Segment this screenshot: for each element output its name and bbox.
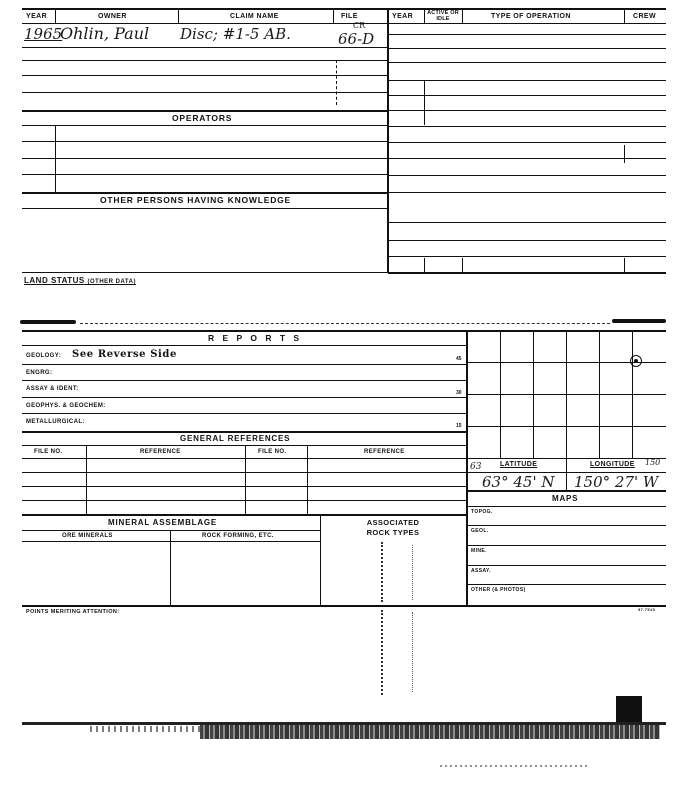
gen-ref-file-no-2: FILE NO.: [258, 449, 287, 455]
row-line: [22, 125, 387, 126]
other-persons-label: OTHER PERSONS HAVING KNOWLEDGE: [100, 195, 292, 205]
report-label-geophys: GEOPHYS. & GEOCHEM:: [26, 403, 106, 409]
maps-rule: [467, 525, 666, 526]
scan-noise-band: [200, 725, 660, 739]
gen-ref-rule: [22, 500, 466, 501]
mineral-assemblage-title: MINERAL ASSEMBLAGE: [108, 518, 218, 527]
report-label-assay: ASSAY & IDENT:: [26, 386, 79, 392]
gen-ref-rule: [22, 458, 466, 459]
maps-rule: [467, 584, 666, 585]
gen-ref-col: [245, 445, 246, 514]
scan-smudge: [612, 319, 666, 323]
reports-right-divider: [466, 330, 468, 605]
header-crew: CREW: [633, 13, 656, 20]
general-references-title: GENERAL REFERENCES: [180, 434, 291, 443]
entry-owner: Ohlin, Paul: [60, 24, 150, 43]
dotted-marks: [381, 610, 385, 695]
gen-ref-col: [307, 445, 308, 514]
col-rule: [333, 8, 334, 24]
row-line: [22, 110, 387, 112]
op-row-line: [388, 256, 666, 257]
rock-forming-header: ROCK FORMING, ETC.: [202, 533, 274, 539]
dashed-line: [80, 323, 610, 324]
report-row-line: [22, 397, 466, 398]
report-number: 45: [456, 356, 462, 362]
reports-title: R E P O R T S: [208, 333, 303, 343]
map-row-geol: GEOL.: [471, 528, 489, 534]
grid-row: [467, 426, 666, 427]
row-line: [22, 60, 387, 61]
scan-noise-band: [440, 765, 590, 767]
section-bottom-rule: [22, 605, 666, 607]
op-row-line: [388, 142, 666, 143]
mineral-col: [320, 514, 321, 605]
report-label-metallurgical: METALLURGICAL:: [26, 419, 85, 425]
header-owner: OWNER: [98, 13, 127, 20]
row-line: [22, 208, 387, 209]
report-row-line: [22, 413, 466, 414]
land-status-sublabel: (OTHER DATA): [87, 279, 136, 285]
target-dot-icon: [634, 359, 638, 363]
row-line: [22, 174, 387, 175]
dotted-marks: [381, 542, 385, 602]
report-label-engrg: ENGRG:: [26, 370, 53, 376]
gen-ref-reference-2: REFERENCE: [364, 449, 405, 455]
header-type-of-operation: TYPE OF OPERATION: [491, 13, 571, 20]
op-row-line: [388, 222, 666, 223]
maps-rule: [467, 545, 666, 546]
mineral-rule: [22, 541, 320, 542]
points-meriting-attention-label: POINTS MERITING ATTENTION:: [26, 609, 120, 615]
scan-smudge: [616, 696, 642, 722]
scan-smudge: [20, 320, 76, 324]
header-active-idle: ACTIVE OR IDLE: [427, 10, 459, 22]
entry-file-note: CR: [353, 21, 366, 30]
dotted-marks: [412, 612, 415, 692]
report-row-line: [22, 431, 466, 433]
map-row-mine: MINE.: [471, 548, 487, 554]
report-value-geology: See Reverse Side: [72, 349, 177, 360]
gen-ref-rule: [22, 445, 466, 446]
maps-title: MAPS: [552, 494, 579, 503]
gen-ref-rule: [22, 472, 466, 473]
op-row-line: [388, 272, 666, 274]
mineral-rule: [22, 530, 320, 531]
header-year: YEAR: [26, 13, 48, 20]
row-line: [22, 141, 387, 142]
col-rule: [55, 125, 56, 192]
row-line: [22, 192, 387, 194]
report-number: 15: [456, 423, 462, 429]
operators-label: OPERATORS: [172, 113, 233, 123]
col-rule: [336, 60, 337, 105]
grid-row: [467, 394, 666, 395]
col-rule: [178, 8, 179, 24]
dotted-marks: [412, 545, 415, 600]
header-file: FILE: [341, 13, 358, 20]
gen-ref-rule: [22, 514, 466, 516]
op-row-line: [388, 240, 666, 241]
gen-ref-rule: [22, 486, 466, 487]
header-op-year: YEAR: [392, 13, 414, 20]
longitude-value: 150° 27' W: [574, 473, 659, 491]
row-line: [22, 272, 387, 273]
gen-ref-reference-1: REFERENCE: [140, 449, 181, 455]
latitude-value: 63° 45' N: [482, 473, 555, 491]
associated-rock-title-1: ASSOCIATED: [366, 518, 420, 527]
entry-file: 66-D: [338, 30, 375, 48]
col-rule: [55, 8, 56, 24]
op-row-line: [388, 48, 666, 49]
map-row-other: OTHER (& PHOTOS): [471, 587, 526, 593]
reports-top-border: [22, 330, 666, 332]
op-row-line: [388, 110, 666, 111]
latitude-label: LATITUDE: [500, 461, 538, 468]
op-row-line: [388, 80, 666, 81]
col-rule: [424, 8, 425, 24]
longitude-prefix: 150: [645, 458, 661, 467]
col-rule: [624, 8, 625, 24]
ore-minerals-header: ORE MINERALS: [62, 533, 113, 539]
col-rule: [624, 258, 625, 272]
col-rule: [624, 145, 625, 163]
report-row-line: [22, 364, 466, 365]
land-status-label: [24, 276, 136, 285]
map-row-assay: ASSAY.: [471, 568, 492, 574]
col-rule: [424, 258, 425, 272]
mineral-col: [170, 530, 171, 605]
latitude-prefix: 63: [470, 462, 482, 472]
lat-long-divider: [566, 458, 567, 490]
op-row-line: [388, 95, 666, 96]
op-row-line: [388, 126, 666, 127]
op-row-line: [388, 34, 666, 35]
row-line: [22, 47, 387, 48]
reports-title-rule: [22, 345, 466, 346]
entry-claim-name: Disc; #1-5 AB.: [180, 25, 291, 43]
entry-year: 1965: [24, 25, 63, 43]
op-row-line: [388, 175, 666, 176]
row-line: [22, 92, 387, 93]
report-number: 30: [456, 390, 462, 396]
top-border: [22, 8, 666, 10]
target-circle-icon: [630, 355, 642, 367]
op-row-line: [388, 62, 666, 63]
gen-ref-file-no-1: FILE NO.: [34, 449, 63, 455]
maps-top-rule: [467, 490, 666, 492]
land-status-title: LAND STATUS: [24, 276, 85, 285]
form-number: 97 7515: [638, 607, 656, 612]
gen-ref-col: [86, 445, 87, 514]
maps-rule: [467, 506, 666, 507]
longitude-label: LONGITUDE: [590, 461, 635, 468]
scan-noise-band: [90, 726, 200, 732]
op-row-line: [388, 192, 666, 193]
header-claim-name: CLAIM NAME: [230, 13, 279, 20]
col-rule: [462, 258, 463, 272]
report-row-line: [22, 380, 466, 381]
associated-rock-title-2: ROCK TYPES: [366, 528, 420, 537]
maps-rule: [467, 565, 666, 566]
map-row-topog: TOPOG.: [471, 509, 493, 515]
row-line: [22, 158, 387, 159]
col-rule: [424, 80, 425, 125]
col-rule: [462, 8, 463, 24]
report-label-geology: GEOLOGY:: [26, 353, 62, 359]
row-line: [22, 75, 387, 76]
